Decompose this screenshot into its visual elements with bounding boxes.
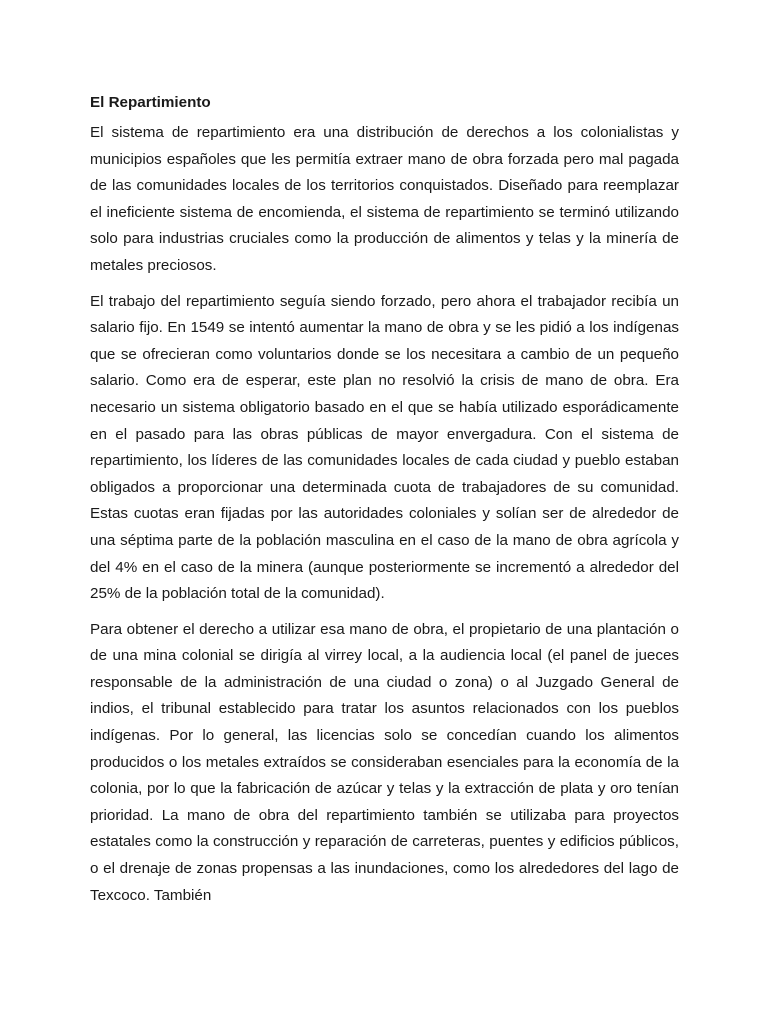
document-body bbox=[90, 92, 679, 918]
paragraph-1: El sistema de repartimiento era una distribución de derechos a los colonialistas y municipios españoles que les permitía extraer mano de obra forzada pero mal pagada de las comunidades locales de los territorios conquistados. Diseñado para reemplazar el ineficiente sistema de encomienda, el sistema de repartimiento se terminó utilizando solo para industrias cruciales como la producción de alimentos y telas y la minería de metales preciosos. bbox=[90, 124, 679, 274]
paragraph-2: El trabajo del repartimiento seguía siendo forzado, pero ahora el trabajador recibía un salario fijo. En 1549 se intentó aumentar la mano de obra y se les pidió a los indígenas que se ofrecieran como voluntarios donde se los necesitara a cambio de un pequeño salario. Como era de esperar, este plan no resolvió la crisis de mano de obra. Era necesario un sistema obligatorio basado en el que se había utilizado esporádicamente en el pasado para las obras públicas de mayor envergadura. Con el sistema de repartimiento, los líderes de las comunidades locales de cada ciudad y pueblo estaban obligados a proporcionar una determinada cuota de trabajadores de su comunidad. Estas cuotas eran fijadas por las autoridades coloniales y solían ser de alrededor de una séptima parte de la población masculina en el caso de la mano de obra agrícola y del 4% en el caso de la minera (aunque posteriormente se incrementó a alrededor del 25% de la población total de la comunidad). bbox=[90, 292, 679, 603]
paragraph-3: Para obtener el derecho a utilizar esa mano de obra, el propietario de una plantación o de una mina colonial se dirigía al virrey local, a la audiencia local (el panel de jueces responsable de la administración de una ciudad o zona) o al Juzgado General de indios, el tribunal establecido para tratar los asuntos relacionados con los pueblos indígenas. Por lo general, las licencias solo se concedían cuando los alimentos producidos o los metales extraídos se consideraban esenciales para la economía de la colonia, por lo que la fabricación de azúcar y telas y la extracción de plata y oro tenían prioridad. La mano de obra del repartimiento también se utilizaba para proyectos estatales como la construcción y reparación de carreteras, puentes y edificios públicos, o el drenaje de zonas propensas a las inundaciones, como los alrededores del lago de Texcoco. También bbox=[90, 620, 679, 904]
document-title: El Repartimiento bbox=[90, 94, 211, 111]
